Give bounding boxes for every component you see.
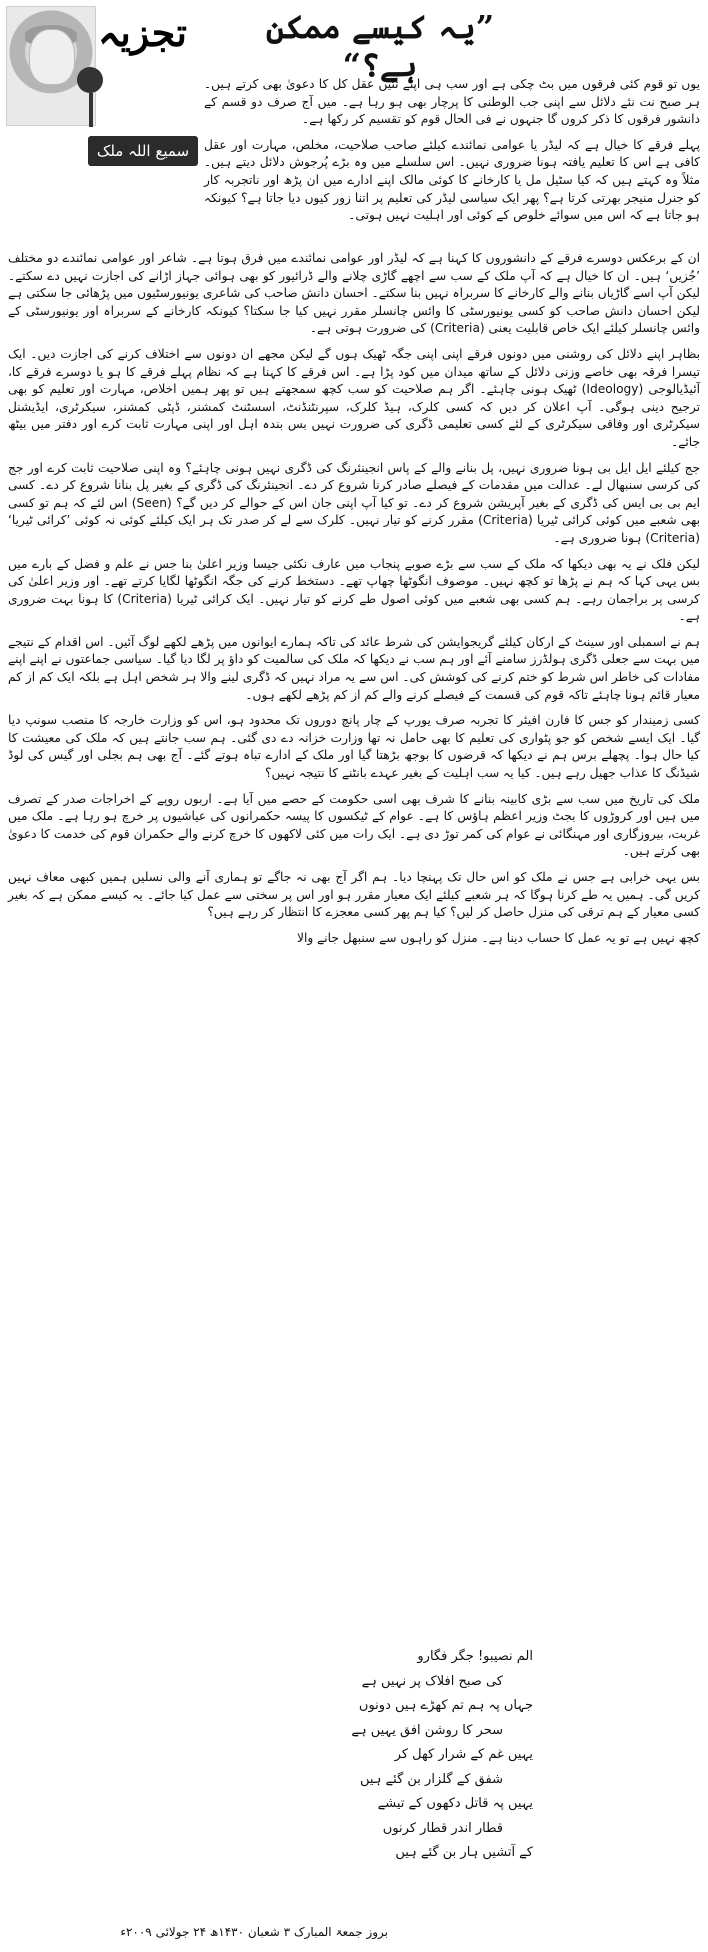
article-paragraph: ملک کی تاریخ میں سب سے بڑی کابینہ بنانے کا شرف بھی اسی حکومت کے حصے میں آیا ہے۔ اربوں روپے کے اخراجات صدر کے تصرف میں ہیں اور کروڑوں کا بجٹ وزیر اعظم ہاؤس کا ہے۔ عوام کے ٹیکسوں کا پیسہ حکمرانوں کی عیاشیوں پر خرچ ہو رہا ہے۔ ملک میں غربت، بیروزگاری اور مہنگائی نے عوام کی کمر توڑ دی ہے۔ ایک رات میں کئی لاکھوں کا خرچ کرنے والے حکمران قوم کی خدمت کا دعویٰ بھی کرتے ہیں۔ — [8, 791, 700, 859]
article-paragraph: بس یہی خرابی ہے جس نے ملک کو اس حال تک پہنچا دیا۔ ہم اگر آج بھی نہ جاگے تو ہماری آنے والی نسلیں ہمیں کبھی معاف نہیں کریں گی۔ ہمیں یہ طے کرنا ہوگا کہ ہر شعبے کیلئے ایک معیار مقرر ہو اور اس پر سختی سے عمل کیا جائے۔ یہ کیسے ممکن ہے کہ بغیر کسی معیار کے ہم ترقی کی منزل حاصل کر لیں؟ کیا ہم پھر کسی معجزے کا انتظار کر رہے ہیں؟ — [8, 870, 700, 920]
article-paragraph: ہم نے اسمبلی اور سینٹ کے ارکان کیلئے گریجوایشن کی شرط عائد کی تاکہ ہمارے ایوانوں میں پڑھے لکھے لوگ آئیں۔ اس اقدام کے نتیجے میں بہت سے جعلی ڈگری ہولڈرز سامنے آئے اور ہم سب نے دیکھا کہ ملک کی سالمیت کو داؤ پر لگا دیا گیا۔ سیاسی جماعتوں نے اپنے اپنے مفادات کی خاطر اس شرط کو ختم کرنے کی کوشش کی۔ اس سے یہ مراد نہیں کہ ڈگری لینے والا ہر شخص اہل ہے بلکہ ایک کم از کم معیار قائم ہونا چاہئے تاکہ قوم کی قسمت کے فیصلے کرنے والے کم از کم پڑھے لکھے ہوں۔ — [8, 634, 700, 702]
article-paragraph: کسی زمیندار کو جس کا فارن افیئر کا تجربہ صرف یورپ کے چار پانچ دوروں تک محدود ہو، اس کو وزارت خارجہ کا منصب سونپ دیا گیا۔ ایک ایسے شخص کو جو پٹواری کی تعلیم کا بھی حامل نہ تھا وزارت خزانہ دے دی گئی۔ ہم سب جانتے ہیں کہ ملک کی معیشت کا کیا حال ہوا۔ پچھلے برس ہم نے دیکھا کہ قرضوں کا بوجھ بڑھتا گیا اور ملک کے ادارے تباہ ہوتے گئے۔ آج بھی ہم بجلی اور گیس کی لوڈ شیڈنگ کا عذاب جھیل رہے ہیں۔ کیا یہ سب اہلیت کے بغیر عہدے بانٹنے کا نتیجہ نہیں؟ — [8, 713, 700, 781]
article-paragraph: یوں تو قوم کئی فرقوں میں بٹ چکی ہے اور سب ہی اپنے تئیں عقل کل کا دعویٰ بھی کرتے ہیں۔ ہر صبح نت نئے دلائل سے اپنی جب الوطنی کا پرچار بھی ہو رہا ہے۔ میں آج صرف دو قسم کے دانشور فرقوں کا ذکر کروں گا جنہوں نے فی الحال قوم کو تقسیم کر رکھا ہے۔ — [204, 77, 700, 127]
author-name-badge: سمیع اللہ ملک — [88, 136, 198, 166]
portrait-face — [29, 29, 75, 85]
article-paragraph: پہلے فرقے کا خیال ہے کہ لیڈر یا عوامی نمائندے کیلئے صاحب صلاحیت، مخلص، مہارت اور عقل کافی ہے اس کا تعلیم یافتہ ہونا ضروری نہیں۔ اس سلسلے میں وہ بڑے پُرجوش دلائل دیتے ہیں۔ مثلاً وہ کہتے ہیں کہ کیا سٹیل مل یا کارخانے کا کوئی مالک اپنے ادارے میں ان پڑھ اور ناتجربہ کار کو جنرل منیجر بھرتی کرتا ہے؟ پھر ایک سیاسی لیڈر کی تعلیم پر اتنا زور کیوں دیا جاتا ہے؟ کیونکہ ہو جاتا ہے کہ اس میں سوائے خلوص کے کوئی اور اہلیت نہیں ہوتی۔ — [204, 137, 700, 223]
article-paragraph: لیکن فلک نے یہ بھی دیکھا کہ ملک کے سب سے بڑے صوبے پنجاب میں عارف نکئی جیسا وزیر اعلیٰ بنا جس نے علم و فضل کے بارے میں بس یہی کہا کہ ہم نے پڑھا تو کچھ نہیں۔ موصوف انگوٹھا چھاپ تھے۔ دستخط کرنے کی جگہ انگوٹھا لگایا کرتے تھے۔ اور وزیر اعلیٰ کی کرسی پر براجمان رہے۔ ہم کسی بھی شعبے میں کوئی اصول طے کرنے کو تیار نہیں۔ ایک کرائی ٹیریا (Criteria) کا ہونا بہت ضروری ہے۔ — [8, 556, 700, 624]
microphone-stand-icon — [89, 93, 93, 127]
article-top — [204, 76, 700, 233]
poem-line: الم نصیبو! جگر فگارو — [417, 1649, 533, 1664]
author-portrait — [6, 6, 96, 126]
poem-line: جہاں پہ ہم تم کھڑے ہیں دونوں — [358, 1698, 533, 1713]
article-body — [8, 250, 700, 955]
article-paragraph: ان کے برعکس دوسرے فرقے کے دانشوروں کا کہنا ہے کہ لیڈر اور عوامی نمائندے میں فرق ہوتا ہے۔ شاعر اور عوامی نمائندے دو مختلف ’جُزیں‘ ہیں۔ ان کا خیال ہے کہ آپ ملک کے سب سے اچھے گاڑی چلانے والے ڈرائیور کو بھی ہوائی جہاز اڑانے کی اجازت نہیں دے سکتے۔ لیکن آپ اسے گاڑیاں بنانے والے کارخانے کا سربراہ نہیں بنا سکتے۔ احسان دانش صاحب کی شاعری یونیورسٹیوں میں پڑھائی جا سکتی ہے لیکن احسان دانش صاحب کو کسی یونیورسٹی کا وائس چانسلر مقرر نہیں کیا جا سکتا؟ کیونکہ کارخانے کے سربراہ اور یونیورسٹی کے وائس چانسلر کیلئے ایک خاص قابلیت یعنی (Criteria) کی ضرورت ہوتی ہے۔ — [8, 251, 700, 336]
poem-line: کی صبح افلاک پر نہیں ہے — [361, 1673, 503, 1689]
article-paragraph: کچھ نہیں ہے تو یہ عمل کا حساب دینا ہے۔ منزل کو راہوں سے سنبھل جانے والا — [297, 930, 700, 945]
microphone-icon — [77, 67, 103, 93]
poem-line: قطار اندر قطار کرنوں — [382, 1820, 503, 1836]
poem-line: کے آتشیں ہار بن گئے ہیں — [395, 1845, 533, 1860]
poem — [283, 1645, 533, 1866]
article-paragraph: جج کیلئے ایل ایل بی ہونا ضروری نہیں، پل بنانے والے کے پاس انجینئرنگ کی ڈگری نہیں ہونی چاہئے؟ وہ اپنی صلاحیت ثابت کرے اور جج کی کرسی سنبھال لے۔ عدالت میں مقدمات کے فیصلے صادر کرنا شروع کر دے۔ انجینئرنگ کی ڈگری کے بغیر پل بنانا شروع کر دے۔ کسی ایم بی بی ایس کی ڈگری کے بغیر آپریشن شروع کر دے۔ تو کیا آپ اپنی جان اس کے حوالے کر دیں گے؟ (Seen) اس لئے کہ ہم تو کسی بھی شعبے میں کوئی کرائی ٹیریا (Criteria) مقرر کرنے کو تیار نہیں۔ کلرک سے لے کر صدر تک ہر ایک کیلئے کوئی نہ کوئی ’کرائی ٹیریا‘ (Criteria) ہونا ضروری ہے۔ — [8, 460, 700, 545]
headline: ”یہ کیسے ممکن ہے؟“ — [265, 8, 495, 84]
article-paragraph: بظاہر اپنے دلائل کی روشنی میں دونوں فرقے اپنی اپنی جگہ ٹھیک ہوں گے لیکن مجھے ان دونوں سے اختلاف کرنے کی اجازت دیں۔ ایک تیسرا فرقہ بھی خاصے وزنی دلائل کے ساتھ میدان میں کود پڑا ہے۔ اس فرقے کا کہنا ہے کہ نظام پہلے فرقے کا ہو یا دوسرے فرقے کا، آئیڈیالوجی (Ideology) ٹھیک ہونی چاہئے۔ اگر ہم صلاحیت کو سب کچھ سمجھتے ہیں تو پھر ہمیں اخلاص، مہارت اور تعلیم کو بھی ترجیح دینی ہوگی۔ آپ اعلان کر دیں کہ کسی کلرک، ہیڈ کلرک، سپرنٹنڈنٹ، اسسٹنٹ کمشنر، ڈپٹی کمشنر، سیکرٹری، ایڈیشنل سیکرٹری اور وفاقی سیکرٹری کے لئے کسی تعلیمی ڈگری کی ضرورت نہیں بس بندہ اہل اور اپنی مہارت ثابت کرے اور دفتر میں بیٹھ جائے۔ — [8, 346, 701, 449]
column-title: تجزیہ — [98, 10, 187, 55]
poem-line: شفق کے گلزار بن گئے ہیں — [359, 1771, 503, 1787]
poem-line: یہیں غم کے شرار کھل کر — [394, 1747, 533, 1762]
dateline: بروز جمعۃ المبارک ۳ شعبان ۱۴۳۰ھ ۲۴ جولائی ۲۰۰۹ء — [120, 1925, 388, 1939]
poem-line: سحر کا روشن افق یہیں ہے — [351, 1722, 503, 1738]
poem-line: یہیں پہ قاتل دکھوں کے تیشے — [377, 1796, 533, 1811]
